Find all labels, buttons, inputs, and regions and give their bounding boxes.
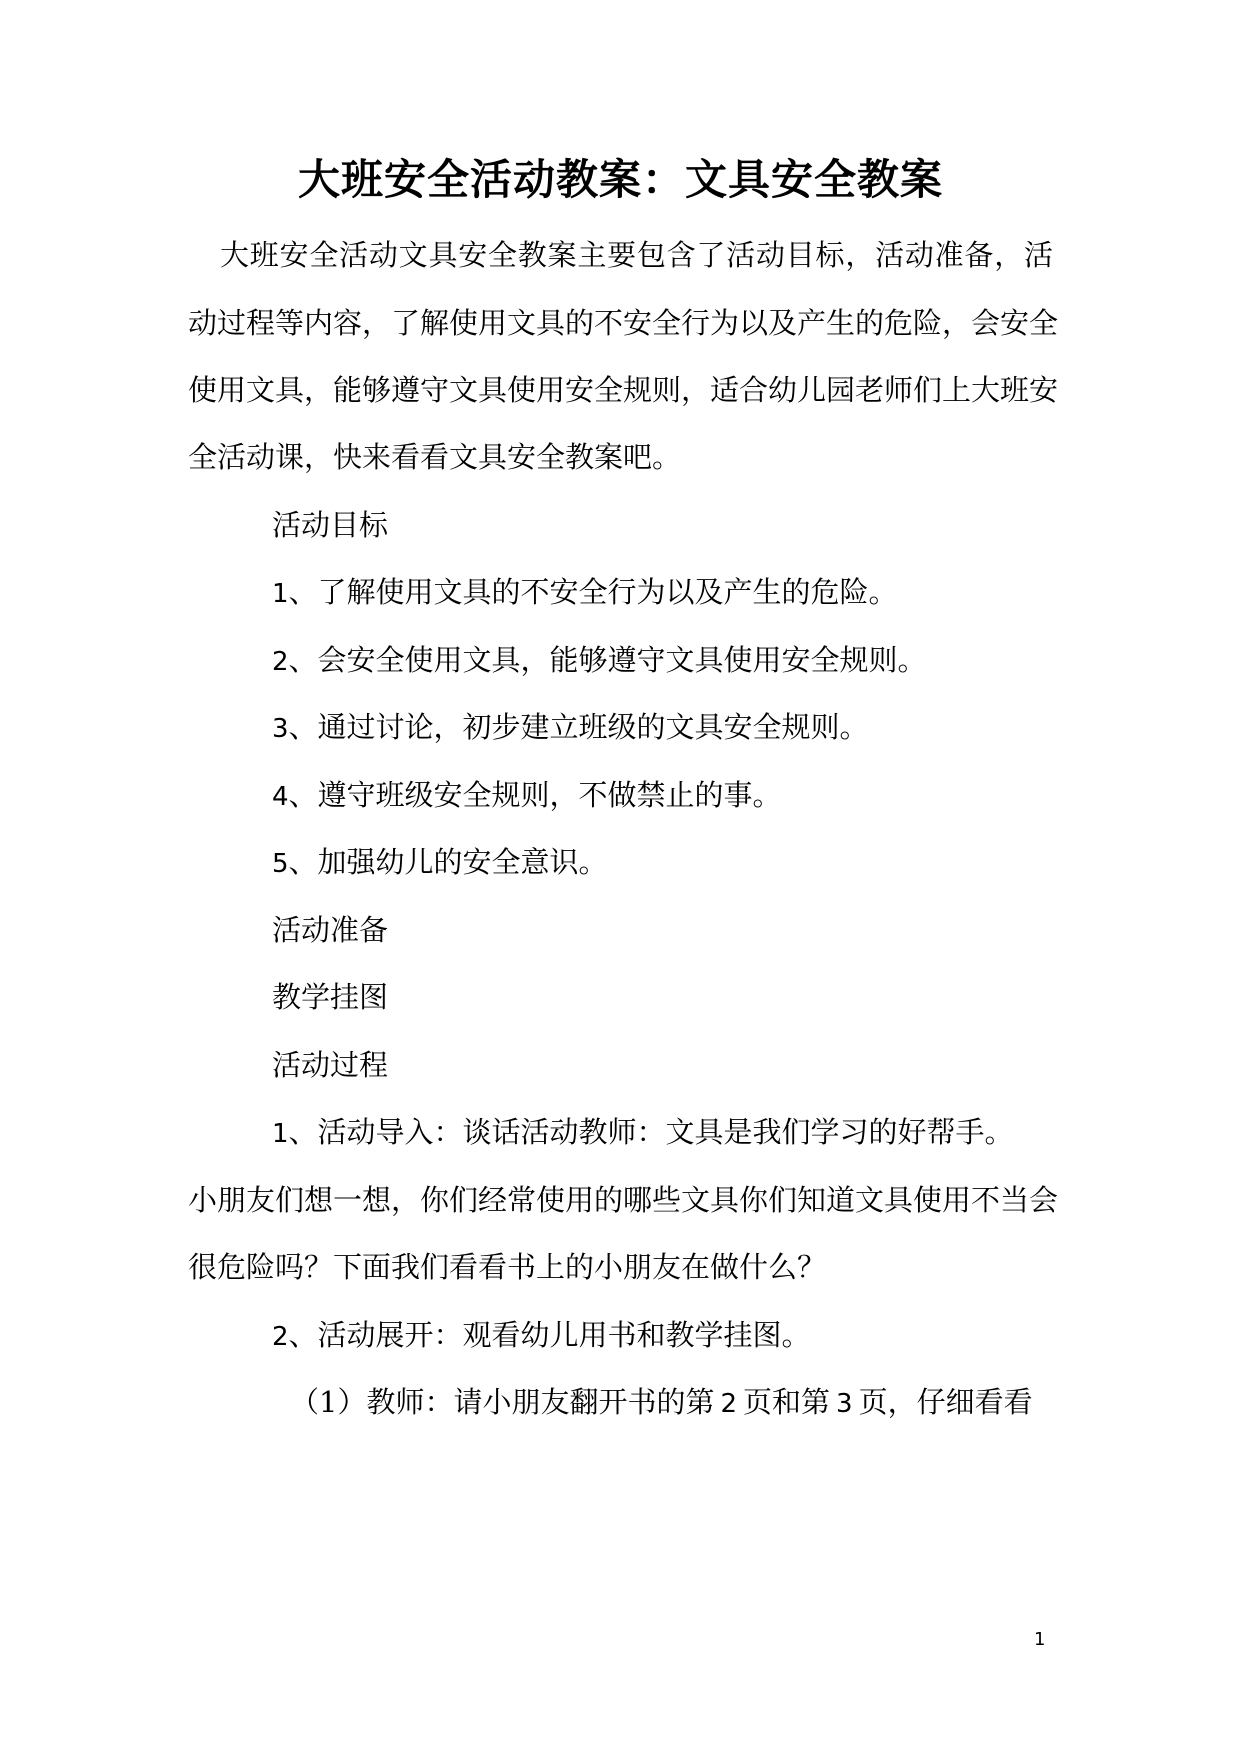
step-number: 2 <box>272 1322 289 1352</box>
goal-text: 、通过讨论，初步建立班级的文具安全规则。 <box>288 710 869 744</box>
document-title: 大班安全活动教案：文具安全教案 <box>297 155 943 204</box>
process-heading: 活动过程 <box>272 1048 389 1082</box>
goal-number: 2 <box>272 647 289 677</box>
prep-heading: 活动准备 <box>272 913 389 947</box>
goals-heading: 活动目标 <box>272 508 389 542</box>
intro-line-3: 使用文具，能够遵守文具使用安全规则，适合幼儿园老师们上大班安 <box>188 373 1059 407</box>
step-text: 、活动导入：谈话活动教师：文具是我们学习的好帮手。 <box>288 1115 1014 1149</box>
step-1-line-3: 很危险吗？下面我们看看书上的小朋友在做什么？ <box>188 1250 827 1284</box>
goal-item-1 <box>272 572 898 614</box>
sub-number-2: 3 <box>836 1389 853 1419</box>
sub-number-1: 2 <box>720 1389 737 1419</box>
step-2-sub-1 <box>290 1382 1033 1424</box>
goal-number: 5 <box>272 849 289 879</box>
goal-text: 、遵守班级安全规则，不做禁止的事。 <box>288 778 782 812</box>
step-2 <box>272 1315 811 1357</box>
step-number: 1 <box>272 1119 289 1149</box>
goal-item-4 <box>272 775 782 817</box>
intro-line-4: 全活动课，快来看看文具安全教案吧。 <box>188 440 682 474</box>
step-1-line-2: 小朋友们想一想，你们经常使用的哪些文具你们知道文具使用不当会 <box>188 1183 1059 1217</box>
goal-item-3 <box>272 707 869 749</box>
step-text: 、活动展开：观看幼儿用书和教学挂图。 <box>288 1318 811 1352</box>
goal-number: 1 <box>272 579 289 609</box>
goal-item-2 <box>272 640 927 682</box>
goal-number: 4 <box>272 782 289 812</box>
goal-text: 、会安全使用文具，能够遵守文具使用安全规则。 <box>288 643 927 677</box>
prep-item: 教学挂图 <box>272 980 389 1014</box>
intro-line-1: 大班安全活动文具安全教案主要包含了活动目标，活动准备，活 <box>220 238 1053 272</box>
sub-text-a: （1）教师：请小朋友翻开书的第 <box>290 1385 715 1419</box>
step-1-line-1 <box>272 1112 1053 1154</box>
sub-text-c: 页，仔细看看 <box>858 1385 1033 1419</box>
page-number: 1 <box>1034 1629 1046 1650</box>
goal-text: 、了解使用文具的不安全行为以及产生的危险。 <box>288 575 898 609</box>
goal-number: 3 <box>272 714 289 744</box>
goal-text: 、加强幼儿的安全意识。 <box>288 845 608 879</box>
intro-line-2: 动过程等内容，了解使用文具的不安全行为以及产生的危险，会安全 <box>188 306 1059 340</box>
sub-text-b: 页和第 <box>743 1385 831 1419</box>
goal-item-5 <box>272 842 608 884</box>
